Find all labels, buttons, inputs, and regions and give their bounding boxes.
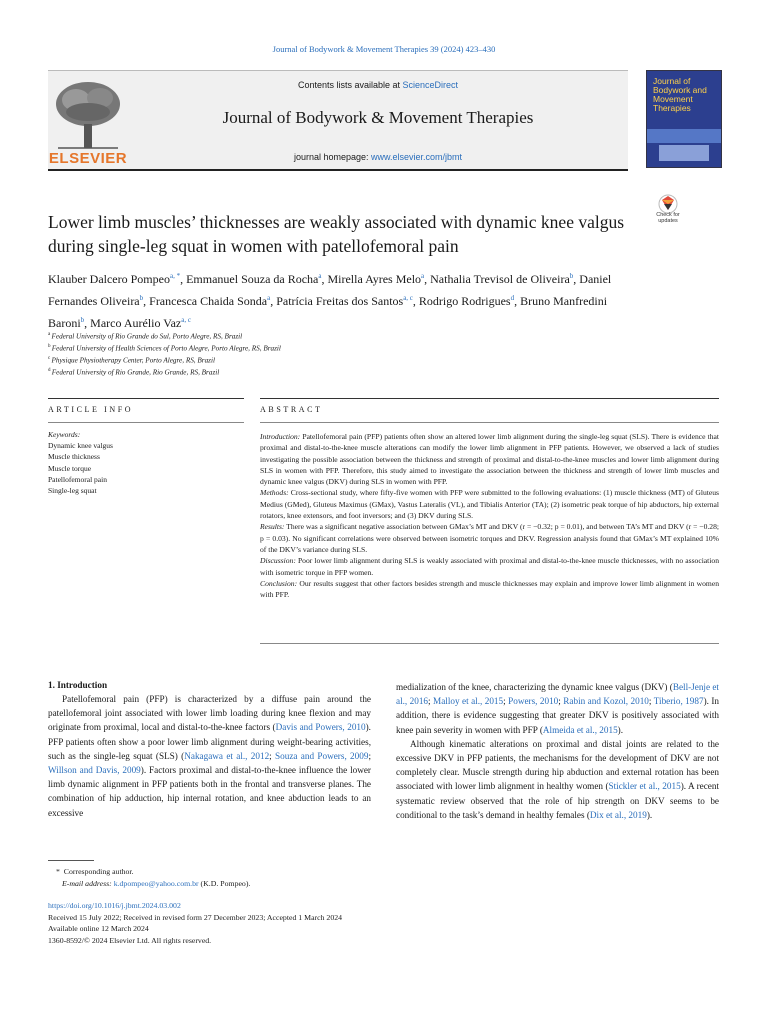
affiliation-marker[interactable]: a, * (169, 272, 181, 280)
email-label: E-mail address: (62, 879, 114, 888)
affiliation-marker[interactable]: b (80, 316, 85, 324)
article-info-heading: ARTICLE INFO (48, 405, 134, 414)
intro-paragraph: Although kinematic alterations on proximal and distal joints are related to the excessive DKV in PFP patients, the mechanisms for the development of DKV are not completely clear. Muscle strength during hip abduction and external rotation has been associated with lower limb alignment in healthy women (Stickler et al., 2015). A recent systematic review observed that the role of hip strength on DKV seems to be conditional to the task’s demand in healthy females (Dix et al., 2019). (396, 738, 720, 820)
article-title: Lower limb muscles’ thicknesses are weakly associated with dynamic knee valgus during single-leg squat in women with patellofemoral pain (48, 212, 625, 256)
divider (260, 398, 719, 399)
abstract-section: Results: There was a significant negative association between GMax’s MT and DKV (r = −0.32; p = 0.01), and between TA’s MT and DKV (r = −0.28; p = 0.03). No significant correlations were observed between isometric torques and DKV. Regression analysis found that GMax’s MT explained 10% of the DKV’s variance during SLS. (260, 522, 719, 554)
citation-link[interactable]: Nakagawa et al., 2012 (184, 750, 270, 761)
citation-link[interactable]: Willson and Davis, 2009 (48, 765, 141, 776)
author-name[interactable]: Francesca Chaida Sonda (149, 294, 268, 308)
citation-link[interactable]: Malloy et al., 2015 (433, 696, 504, 707)
citation-link[interactable]: Rabin and Kozol, 2010 (563, 696, 649, 707)
doi-link[interactable]: https://doi.org/10.1016/j.jbmt.2024.03.002 (48, 901, 181, 910)
cover-stripe (647, 129, 721, 143)
received-dates: Received 15 July 2022; Received in revised form 27 December 2023; Accepted 1 March 2024 (48, 912, 343, 922)
journal-citation[interactable]: Journal of Bodywork & Movement Therapies 39 (2024) 423–430 (272, 44, 496, 54)
abstract-section: Conclusion: Our results suggest that other factors besides strength and muscle thicknesses may explain and improve lower limb alignment in women with PFP. (260, 578, 719, 600)
affiliation: $^a$ Federal University of Rio Grande do Sul, Porto Alegre, RS, Brazil (48, 332, 243, 341)
keyword: Muscle torque (48, 463, 92, 473)
section-heading-introduction: 1. Introduction (48, 680, 108, 690)
journal-title: Journal of Bodywork & Movement Therapies (222, 108, 534, 127)
keyword: Muscle thickness (48, 452, 100, 462)
author-list: Klauber Dalcero Pompeo$^{a, *}$, Emmanuel Souza da Rocha$^a$, Mirella Ayres Melo$^a$, Nathalia Trevisol de Oliveira$^b$, Daniel Fernandes Oliveira$^b$, Francesca Chaida Sonda$^a$, Patrícia Freitas dos Santos$^{a, c}$, Rodrigo Rodrigues$^d$, Bruno Manfredini Baroni$^b$, Marco Aurélio Vaz$^{a, c}$ (48, 272, 612, 330)
affiliation-marker[interactable]: b (139, 294, 144, 302)
affiliation-marker[interactable]: d (510, 294, 515, 302)
abstract-section: Methods: Cross-sectional study, where fifty-five women with PFP were submitted to the following evaluations: (1) muscle thickness (MT) of Gluteus Medius (GMed), Gluteus Maximus (GMax), Vastus Lateralis (VL), and Tibialis Anterior (TA); (2) isometric peak torque of hip abductors, hip external rotators, knee extensors, and foot inversors; and (3) DKV during SLS. (260, 488, 719, 521)
homepage-line: journal homepage: www.elsevier.com/jbmt (293, 152, 463, 162)
elsevier-wordmark: ELSEVIER (48, 150, 128, 167)
copyright: 1360-8592/© 2024 Elsevier Ltd. All rights reserved. (48, 935, 212, 945)
citation-link[interactable]: Powers, 2010 (508, 696, 559, 707)
author-name[interactable]: Klauber Dalcero Pompeo (48, 272, 170, 286)
available-online: Available online 12 March 2024 (48, 924, 149, 933)
abstract-body (260, 431, 719, 600)
intro-paragraph: medialization of the knee, characterizing the dynamic knee valgus (DKV) (Bell-Jenje et al., 2016; Malloy et al., 2015; Powers, 2010; Rabin and Kozol, 2010; Tiberio, 1987). In addition, there is evidence suggesting that greater DKV is positively associated with knee pain severity in women with PFP (Almeida et al., 2015). (396, 682, 720, 735)
footnote-divider (48, 860, 94, 861)
intro-right-column (396, 680, 719, 822)
citation-link[interactable]: Almeida et al., 2015 (542, 724, 618, 735)
divider (260, 422, 719, 423)
author-name[interactable]: Mirella Ayres Melo (327, 272, 422, 286)
affiliation-marker[interactable]: a (267, 294, 271, 302)
author-name[interactable]: Rodrigo Rodrigues (418, 294, 511, 308)
affiliation-marker[interactable]: a, c (181, 316, 191, 324)
author-name[interactable]: Patrícia Freitas dos Santos (276, 294, 404, 308)
asterisk-icon: * (56, 867, 64, 876)
citation-link[interactable]: Davis and Powers, 2010 (275, 722, 366, 733)
affiliation-marker[interactable]: a (421, 272, 425, 280)
citation-link[interactable]: Souza and Powers, 2009 (275, 750, 369, 761)
keyword: Patellofemoral pain (48, 474, 107, 484)
affiliation-marker[interactable]: a, c (403, 294, 413, 302)
sciencedirect-link[interactable]: ScienceDirect (402, 80, 459, 90)
intro-left-column (48, 692, 371, 820)
footnote-block (48, 866, 348, 890)
affiliation: $^d$ Federal University of Rio Grande, Rio Grande, RS, Brazil (48, 367, 220, 377)
abstract-section: Introduction: Patellofemoral pain (PFP) patients often show an altered lower limb alignment during the single-leg squat (SLS). There is evidence that proximal and distal-to-the-knee muscle alterations can modify the lower limb alignment in PFP patients. However, we observed a lack of studies investigating the possible association between the thickness and strength of proximal and distal-to-the-knee muscles and lower limb alignment during SLS in women with PFP. Therefore, this study aimed to investigate the association between the thickness and strength of lower limb muscles and dynamic knee valgus (DKV) during SLS in women with PFP. (260, 432, 719, 487)
check-for-updates-label[interactable]: Check for updates (656, 212, 680, 224)
divider (48, 398, 244, 399)
journal-cover-image[interactable] (646, 70, 722, 168)
abstract-section: Discussion: Poor lower limb alignment during SLS is weakly associated with proximal and distal-to-the-knee muscle thicknesses, with no association with isometric torque in PFP women. (260, 556, 719, 577)
author-name[interactable]: Marco Aurélio Vaz (90, 316, 182, 330)
affiliation-marker[interactable]: a (318, 272, 322, 280)
affiliation: $^c$ Physique Physiotherapy Center, Porto Alegre, RS, Brazil (48, 355, 215, 365)
citation-link[interactable]: Stickler et al., 2015 (608, 781, 681, 792)
author-name[interactable]: Nathalia Trevisol de Oliveira (430, 272, 570, 286)
homepage-link[interactable]: www.elsevier.com/jbmt (371, 152, 463, 162)
email-suffix: (K.D. Pompeo). (198, 879, 251, 888)
contents-line: Contents lists available at ScienceDirect (297, 80, 459, 90)
keywords-label: Keywords: (48, 430, 81, 439)
citation-link[interactable]: Tiberio, 1987 (653, 696, 704, 707)
author-name[interactable]: Emmanuel Souza da Rocha (186, 272, 319, 286)
affiliation-marker[interactable]: b (569, 272, 574, 280)
citation-link[interactable]: Bell-Jenje et al., 2016 (396, 682, 719, 707)
keyword: Single-leg squat (48, 486, 97, 496)
cover-figure (659, 145, 709, 161)
citation-link[interactable]: Dix et al., 2019 (589, 809, 647, 820)
affiliation-list (48, 330, 668, 378)
affiliation: $^b$ Federal University of Health Sciences of Porto Alegre, Porto Alegre, RS, Brazil (48, 343, 281, 353)
author-name[interactable]: Daniel Fernandes Oliveira (48, 272, 612, 308)
intro-paragraph: Patellofemoral pain (PFP) is characterized by a diffuse pain around the patellofemoral joint associated with lower limb loading during knee flexion and may originate from proximal, local and distal-to-the-knee factors (Davis and Powers, 2010). PFP patients often show a poor lower limb alignment during weight-bearing activities, such as the single-leg squat (SLS) (Nakagawa et al., 2012; Souza and Powers, 2009; Willson and Davis, 2009). Factors proximal and distal-to-the-knee influence the lower limb dynamic alignment in PFP patients both in the frontal and transverse planes. The combination of hip adduction, hip internal rotation, and knee abduction leads to an excessive (48, 694, 371, 818)
divider (260, 643, 719, 644)
email-link[interactable]: k.dpompeo@yahoo.com.br (113, 879, 199, 888)
cover-title: Journal of Bodywork and Movement Therapies (653, 76, 707, 113)
keywords-list (48, 440, 113, 496)
keyword: Dynamic knee valgus (48, 441, 113, 450)
corresponding-author-note: Corresponding author. (63, 867, 134, 876)
publication-info (48, 900, 448, 946)
divider (48, 422, 244, 423)
abstract-heading: ABSTRACT (260, 405, 323, 414)
author-name[interactable]: Bruno Manfredini Baroni (48, 294, 608, 330)
